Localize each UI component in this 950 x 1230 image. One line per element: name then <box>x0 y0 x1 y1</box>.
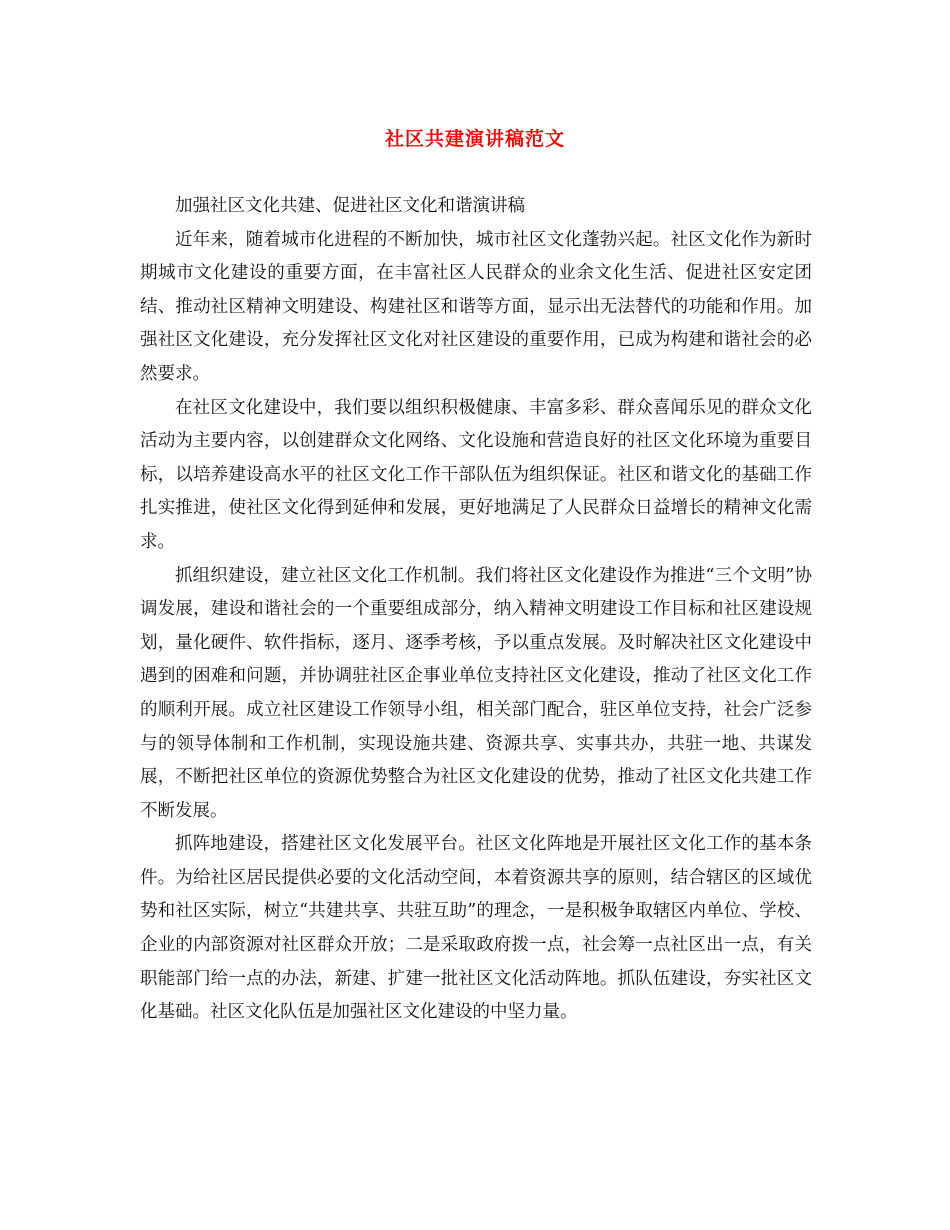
document-title: 社区共建演讲稿范文 <box>384 128 565 150</box>
document-body <box>140 190 812 1030</box>
paragraph: 抓阵地建设，搭建社区文化发展平台。社区文化阵地是开展社区文化工作的基本条件。为给社区居民提供必要的文化活动空间，本着资源共享的原则，结合辖区的区域优势和社区实际，树立“共建共享、共驻互助”的理念，一是积极争取辖区内单位、学校、企业的内部资源对社区群众开放；二是采取政府拨一点，社会筹一点社区出一点，有关职能部门给一点的办法，新建、扩建一批社区文化活动阵地。抓队伍建设，夯实社区文化基础。社区文化队伍是加强社区文化建设的中坚力量。 <box>140 834 812 1023</box>
paragraph: 在社区文化建设中，我们要以组织积极健康、丰富多彩、群众喜闻乐见的群众文化活动为主要内容，以创建群众文化网络、文化设施和营造良好的社区文化环境为重要目标，以培养建设高水平的社区文化工作干部队伍为组织保证。社区和谐文化的基础工作扎实推进，使社区文化得到延伸和发展，更好地满足了人民群众日益增长的精神文化需求。 <box>140 397 812 552</box>
paragraph: 近年来，随着城市化进程的不断加快，城市社区文化蓬勃兴起。社区文化作为新时期城市文化建设的重要方面，在丰富社区人民群众的业余文化生活、促进社区安定团结、推动社区精神文明建设、构建社区和谐等方面，显示出无法替代的功能和作用。加强社区文化建设，充分发挥社区文化对社区建设的重要作用，已成为构建和谐社会的必然要求。 <box>140 229 812 384</box>
paragraph: 抓组织建设，建立社区文化工作机制。我们将社区文化建设作为推进“三个文明”协调发展，建设和谐社会的一个重要组成部分，纳入精神文明建设工作目标和社区建设规划，量化硬件、软件指标，逐月、逐季考核，予以重点发展。及时解决社区文化建设中遇到的困难和问题，并协调驻社区企事业单位支持社区文化建设，推动了社区文化工作的顺利开展。成立社区建设工作领导小组，相关部门配合，驻区单位支持，社会广泛参与的领导体制和工作机制，实现设施共建、资源共享、实事共办，共驻一地、共谋发展，不断把社区单位的资源优势整合为社区文化建设的优势，推动了社区文化共建工作不断发展。 <box>140 565 812 821</box>
paragraph-subtitle: 加强社区文化共建、促进社区文化和谐演讲稿 <box>175 196 525 216</box>
